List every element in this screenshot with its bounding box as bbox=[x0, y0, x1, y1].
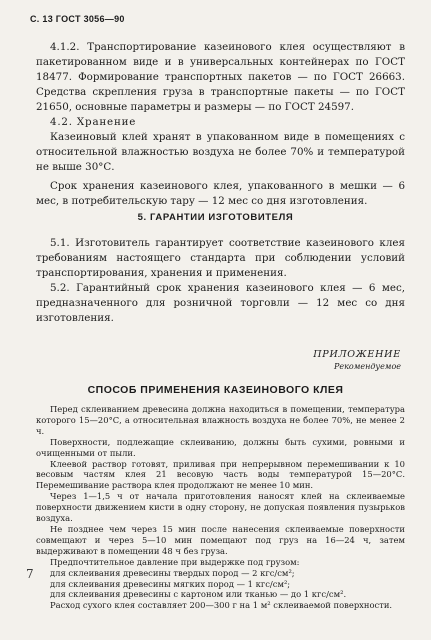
method-paragraph-10: Расход сухого клея составляет 200—300 г на 1 м² склеиваемой поверхности. bbox=[50, 600, 393, 611]
section-5-text bbox=[36, 236, 405, 326]
method-paragraph-8: для склеивания древесины мягких пород — 1 кгс/см²; bbox=[50, 578, 291, 589]
method-paragraph-2: Поверхности, подлежащие склеиванию, должны быть сухими, ровными и очищенными от пыли. bbox=[36, 436, 405, 458]
method-paragraph-9: для склеивания древесины с картоном или тканью — до 1 кгс/см². bbox=[50, 589, 347, 600]
method-title: СПОСОБ ПРИМЕНЕНИЯ КАЗЕИНОВОГО КЛЕЯ bbox=[87, 384, 344, 396]
method-paragraph-3: Клеевой раствор готовят, приливая при непрерывном перемешивании к 10 весовым частям клея 21 весовую часть воды температурой 15—20°С. Перемешивание раствора клея продолжают не менее 10 мин. bbox=[36, 458, 405, 491]
paragraph-5-2: 5.2. Гарантийный срок хранения казеинового клея — 6 мес, предназначенного для розничной торговли — 12 мес со дня изготовления. bbox=[36, 282, 405, 324]
section-4-text bbox=[36, 40, 405, 209]
method-paragraph-7: для склеивания древесины твердых пород — 2 кгс/см²; bbox=[50, 567, 295, 578]
paragraph-4-1-2: 4.1.2. Транспортирование казеинового клея осуществляют в пакетированном виде и в универсальных контейнерах по ГОСТ 18477. Формирование транспортных пакетов — по ГОСТ 26663. Средства скрепления груза в транспортные пакеты — по ГОСТ 21650, основные параметры и размеры — по ГОСТ 24597. bbox=[36, 41, 405, 113]
paragraph-4-2-heading: 4.2. Хранение bbox=[50, 116, 137, 128]
method-text bbox=[36, 404, 405, 611]
method-paragraph-6: Предпочтительное давление при выдержке под грузом: bbox=[50, 556, 300, 567]
margin-mark: 7 bbox=[26, 567, 34, 581]
paragraph-5-1: 5.1. Изготовитель гарантирует соответствие казеинового клея требованиям настоящего стандарта при соблюдении условий транспортирования, хранения и применения. bbox=[36, 237, 405, 279]
method-paragraph-5: Не позднее чем через 15 мин после нанесения склеиваемые поверхности совмещают и через 5—10 мин помещают под груз на 16—24 ч, затем выдерживают в помещении 48 ч без груза. bbox=[36, 523, 405, 556]
method-paragraph-1: Перед склеиванием древесина должна находиться в помещении, температура которого 15—20°С, а относительная влажность воздуха не более 70%, не менее 2 ч. bbox=[36, 404, 405, 436]
paragraph-shelf-life: Срок хранения казеинового клея, упакованного в мешки — 6 мес, в потребительскую тару — 12 мес со дня изготовления. bbox=[36, 180, 405, 207]
appendix-title: ПРИЛОЖЕНИЕ bbox=[313, 349, 401, 360]
appendix-subtitle: Рекомендуемое bbox=[334, 362, 401, 371]
method-paragraph-4: Через 1—1,5 ч от начала приготовления наносят клей на склеиваемые поверхности движением кисти в одну сторону, не допуская появления пузырьков воздуха. bbox=[36, 491, 405, 524]
page-header: С. 13 ГОСТ 3056—90 bbox=[30, 14, 125, 24]
paragraph-storage: Казеиновый клей хранят в упакованном виде в помещениях с относительной влажностью воздуха не более 70% и температурой не выше 30°С. bbox=[36, 131, 405, 173]
section-5-title: 5. ГАРАНТИИ ИЗГОТОВИТЕЛЯ bbox=[137, 212, 294, 223]
